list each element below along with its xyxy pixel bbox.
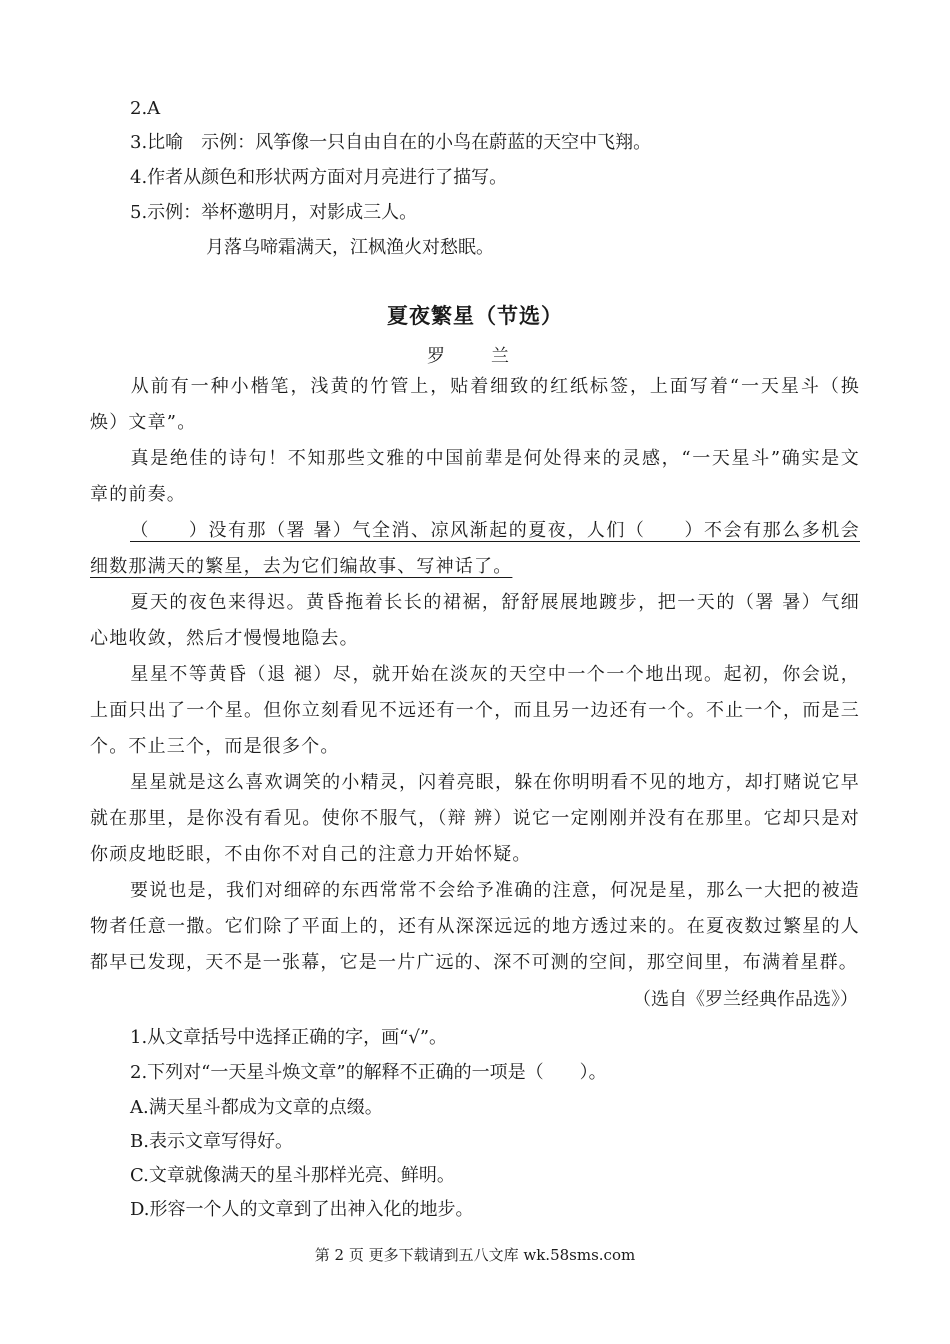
article-author: 罗 兰 <box>427 346 523 367</box>
paragraph-3: （ ）没有那（署 暑）气全消、凉风渐起的夏夜，人们（ ）不会有那么多机会细数那满天的繁星，去为它们编故事、写神话了。 <box>90 520 860 577</box>
paragraph-7: 要说也是，我们对细碎的东西常常不会给予准确的注意，何况是星，那么一大把的被造物者任意一撒。它们除了平面上的，还有从深深远远的地方透过来的。在夏夜数过繁星的人都早已发现，天不是一张幕，它是一片广远的、深不可测的空间，那空间里，布满着星群。 <box>90 880 860 973</box>
answer-3: 3.比喻 示例：风筝像一只自由自在的小鸟在蔚蓝的天空中飞翔。 <box>130 132 652 153</box>
option-b: B.表示文章写得好。 <box>130 1131 293 1152</box>
paragraph-1: 从前有一种小楷笔，浅黄的竹管上，贴着细致的红纸标签，上面写着“一天星斗（换 焕）文章”。 <box>90 376 860 433</box>
answer-4: 4.作者从颜色和形状两方面对月亮进行了描写。 <box>130 167 508 188</box>
article-source: （选自《罗兰经典作品选》） <box>633 989 858 1010</box>
option-c: C.文章就像满天的星斗那样光亮、鲜明。 <box>130 1165 455 1186</box>
answer-5: 5.示例：举杯邀明月，对影成三人。 <box>130 202 418 223</box>
paragraph-6: 星星就是这么喜欢调笑的小精灵，闪着亮眼，躲在你明明看不见的地方，却打赌说它早就在那里，是你没有看见。使你不服气，（辩 辨）说它一定刚刚并没有在那里。它却只是对你顽皮地眨眼，不由你不对自己的注意力开始怀疑。 <box>90 772 860 865</box>
option-d: D.形容一个人的文章到了出神入化的地步。 <box>130 1199 474 1220</box>
paragraph-5: 星星不等黄昏（退 褪）尽，就开始在淡灰的天空中一个一个地出现。起初，你会说，上面只出了一个星。但你立刻看见不远还有一个，而且另一边还有一个。不止一个，而是三个。不止三个，而是很多个。 <box>90 664 860 757</box>
article-title: 夏夜繁星（节选） <box>387 304 563 328</box>
page-footer: 第 2 页 更多下载请到五八文库 wk.58sms.com <box>314 1246 636 1264</box>
paragraph-2: 真是绝佳的诗句！不知那些文雅的中国前辈是何处得来的灵感，“一天星斗”确实是文章的前奏。 <box>90 448 860 505</box>
paragraph-4: 夏天的夜色来得迟。黄昏拖着长长的裙裾，舒舒展展地踱步，把一天的（署 暑）气细心地收敛，然后才慢慢地隐去。 <box>90 592 860 649</box>
answer-5-line-2: 月落乌啼霜满天，江枫渔火对愁眠。 <box>206 237 494 258</box>
question-1: 1.从文章括号中选择正确的字，画“√”。 <box>130 1027 448 1048</box>
answer-2: 2.A <box>130 98 161 119</box>
question-2: 2.下列对“一天星斗焕文章”的解释不正确的一项是（ ）。 <box>130 1062 607 1083</box>
option-a: A.满天星斗都成为文章的点缀。 <box>130 1097 383 1118</box>
